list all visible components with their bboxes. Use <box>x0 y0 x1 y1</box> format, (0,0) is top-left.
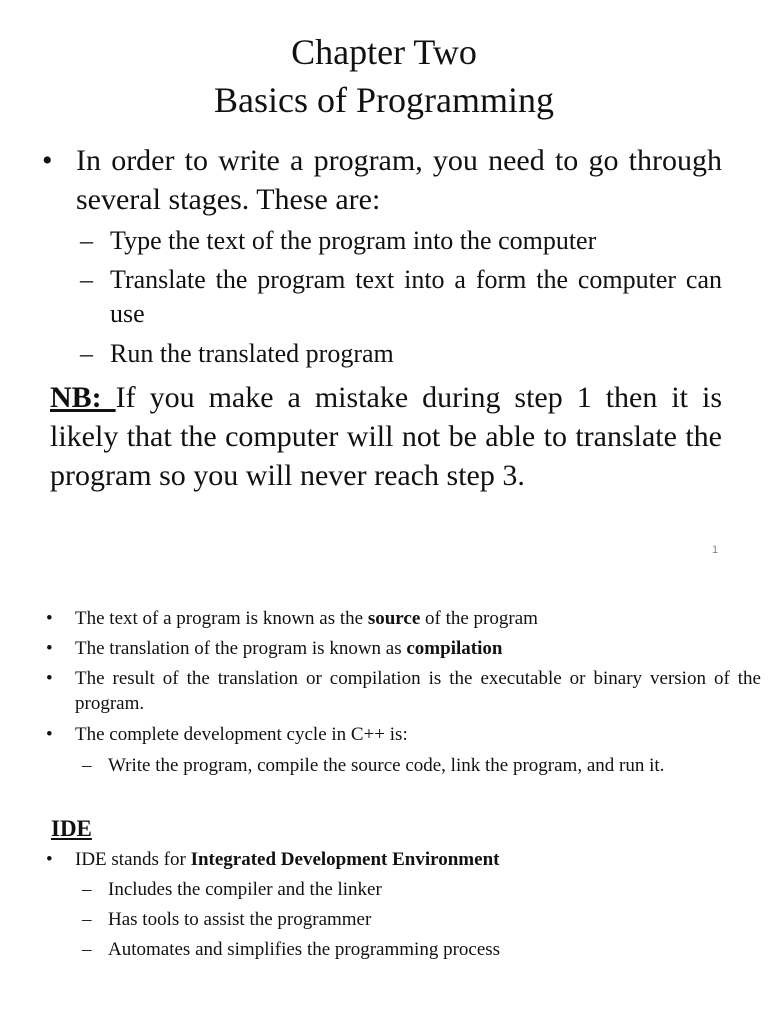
ide-point: Includes the compiler and the linker <box>108 879 382 900</box>
chapter-title: Chapter Two <box>291 32 477 72</box>
compilation-text: The translation of the program is known as <box>75 638 407 659</box>
dash-marker: – <box>82 879 92 900</box>
chapter-subtitle: Basics of Programming <box>214 80 554 120</box>
nb-note <box>50 378 722 495</box>
compilation-term: compilation <box>406 638 503 659</box>
cycle-step: Write the program, compile the source code, link the program, and run it. <box>108 755 665 776</box>
source-text: The text of a program is known as the <box>75 608 368 629</box>
bullet-marker: • <box>46 638 53 659</box>
nb-text: If you make a mistake during step 1 then it is likely that the computer will not be able to translate the program so you will never reach step 3. <box>50 381 722 492</box>
source-term: source <box>367 608 421 629</box>
stage-item: Run the translated program <box>110 339 394 368</box>
stage-item: Type the text of the program into the computer <box>110 226 597 255</box>
dash-marker: – <box>80 339 93 368</box>
page-number: 1 <box>712 544 719 556</box>
bullet-marker: • <box>46 608 53 629</box>
source-bullet <box>75 606 761 631</box>
bullet-marker: • <box>42 144 53 177</box>
ide-bullet <box>75 847 761 872</box>
bullet-marker: • <box>46 849 53 870</box>
source-text-end: of the program <box>420 608 538 629</box>
cycle-bullet: The complete development cycle in C++ is: <box>75 724 408 745</box>
ide-term: Integrated Development Environment <box>190 849 500 870</box>
compilation-bullet <box>75 636 761 661</box>
ide-heading: IDE <box>51 816 92 841</box>
ide-point: Has tools to assist the programmer <box>108 909 372 930</box>
dash-marker: – <box>80 226 93 255</box>
nb-label: NB: <box>50 381 116 414</box>
bullet-marker: • <box>46 668 53 689</box>
dash-marker: – <box>82 909 92 930</box>
dash-marker: – <box>82 939 92 960</box>
bullet-marker: • <box>46 724 53 745</box>
result-bullet: The result of the translation or compilation is the executable or binary version of the program. <box>75 668 761 714</box>
stage-item: Translate the program text into a form the computer can use <box>110 265 722 328</box>
intro-bullet: In order to write a program, you need to go through several stages. These are: <box>76 144 722 216</box>
ide-point: Automates and simplifies the programming process <box>108 939 501 960</box>
dash-marker: – <box>80 265 93 294</box>
ide-text: IDE stands for <box>75 849 191 870</box>
dash-marker: – <box>82 755 92 776</box>
